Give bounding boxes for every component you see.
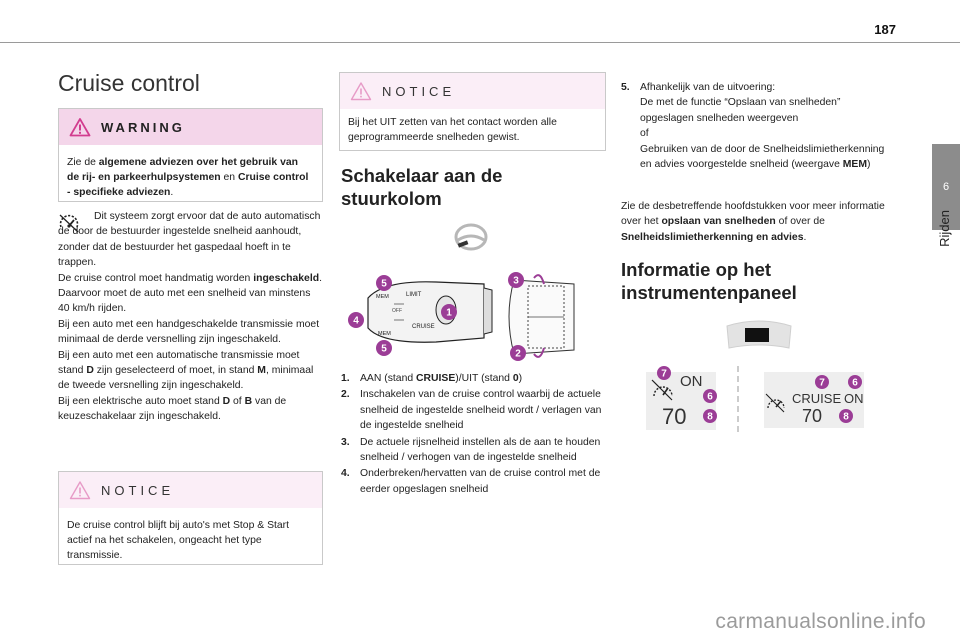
stalk-label-mem-top: MEM [376, 294, 389, 300]
svg-text:7: 7 [661, 368, 667, 380]
page-number: 187 [874, 22, 896, 37]
badge-3 [508, 272, 524, 288]
chapter-tab[interactable]: 6 [932, 144, 960, 230]
badge-6-right [848, 375, 862, 389]
chapter-label: Rijden [937, 210, 952, 247]
svg-text:6: 6 [852, 377, 858, 389]
badge-2 [510, 345, 526, 361]
notice-box-stop-start [58, 471, 323, 565]
display-right-speed: 70 [802, 406, 823, 426]
display-left-speed: 70 [662, 404, 687, 429]
svg-text:2: 2 [515, 348, 521, 360]
warning-triangle-icon [69, 117, 91, 137]
notice-heading: NOTICE [382, 83, 456, 99]
cluster-divider [736, 366, 740, 432]
svg-text:8: 8 [843, 411, 849, 423]
steering-wheel-icon [453, 222, 489, 252]
stalk-label-off: OFF [392, 308, 402, 314]
svg-text:5: 5 [381, 278, 387, 290]
list-item: 5. Afhankelijk van de uitvoering: De met de functie “Opslaan van snelheden” opgeslagen snelheden weergeven of Gebruiken van de door de Snelheidslimietherkenning en advies voorgestelde snelheid (weergave MEM) [621, 82, 885, 171]
notice-box-header [59, 472, 322, 508]
warning-text: Zie de algemene adviezen over het gebruik van de rij- en parkeerhulpsystemen en Cruise control - specifieke adviezen. [67, 157, 309, 198]
instrument-panel-icon [723, 318, 795, 352]
svg-text:1: 1 [446, 307, 452, 319]
notice-triangle-icon [69, 480, 91, 500]
warning-box-header [59, 109, 322, 145]
svg-text:5: 5 [381, 343, 387, 355]
stalk-diagram [344, 268, 604, 364]
stalk-label-cruise: CRUISE [412, 324, 435, 330]
badge-7-right [815, 375, 829, 389]
list-item: 1. AAN (stand CRUISE)/UIT (stand 0) [341, 373, 523, 384]
notice-heading: NOTICE [101, 482, 175, 498]
list-item: 2. Inschakelen van de cruise control waarbij de actuele snelheid de ingestelde snelheid wordt / verlagen van de ingestelde snelheid [341, 389, 602, 432]
badge-1 [441, 304, 457, 320]
section-heading-panel: Informatie op het instrumentenpaneel [621, 259, 797, 303]
warning-heading: WARNING [101, 119, 185, 135]
warning-box [58, 108, 323, 202]
badge-7-left [657, 366, 671, 380]
badge-6-left [703, 389, 717, 403]
badge-8-left [703, 409, 717, 423]
display-right-mode: CRUISE [792, 391, 842, 406]
stalk-label-mem-bottom: MEM [378, 331, 391, 337]
svg-text:8: 8 [707, 411, 713, 423]
cluster-display-right [760, 366, 868, 432]
list-item: 3. De actuele rijsnelheid instellen als de aan te houden snelheid / verhogen van de ingestelde snelheid [341, 436, 601, 464]
item-5 [621, 80, 889, 173]
notice-text: De cruise control blijft bij auto's met Stop & Start actief na het schakelen, ongeacht het type transmissie. [67, 520, 290, 561]
page-title: Cruise control [58, 70, 200, 96]
watermark: carmanualsonline.info [715, 610, 926, 633]
see-also-text: Zie de desbetreffende hoofdstukken voor meer informatie over het opslaan van snelheden of over de Snelheidslimietherkenning en advies. [621, 201, 885, 243]
stalk-control-list [341, 371, 603, 498]
svg-text:3: 3 [513, 275, 519, 287]
notice-box-ignition [339, 72, 606, 151]
svg-text:7: 7 [819, 377, 825, 389]
display-right-status: ON [844, 391, 864, 406]
notice-box-header [340, 73, 605, 109]
badge-5-top [376, 275, 392, 291]
stalk-label-limit: LIMIT [406, 292, 422, 298]
svg-text:6: 6 [707, 391, 713, 403]
badge-8-right [839, 409, 853, 423]
stalk-illustration [368, 282, 492, 342]
svg-text:4: 4 [353, 315, 359, 327]
badge-5-bottom [376, 340, 392, 356]
section-heading-stalk: Schakelaar aan de stuurkolom [341, 165, 503, 209]
cluster-display-left [646, 366, 726, 432]
display-left-status: ON [680, 373, 703, 390]
notice-triangle-icon [350, 81, 372, 101]
top-rule [0, 42, 960, 43]
notice-text: Bij het UIT zetten van het contact worden alle geprogrammeerde snelheden gewist. [348, 117, 557, 143]
badge-4 [348, 312, 364, 328]
list-item: 4. Onderbreken/hervatten van de cruise control met de eerder opgeslagen snelheid [341, 468, 601, 495]
intro-text: Dit systeem zorgt ervoor dat de auto automatisch de door de bestuurder ingestelde snelheid aanhoudt, zonder dat de bestuurder het gaspedaal hoeft in te trappen. De cruise control moet handmatig worden ingeschakeld. Daarvoor moet de auto met een snelheid van minstens 40 km/h rijden. Bij een auto met een handgeschakelde transmissie moet minimaal de derde versnelling zijn ingeschakeld. Bij een auto met een automatische transmissie moet stand D zijn geselecteerd of moet, in stand M, minimaal de tweede versnelling zijn ingeschakeld. Bij een elektrische auto moet stand D of B van de keuzeschakelaar zijn ingeschakeld. [58, 211, 322, 423]
